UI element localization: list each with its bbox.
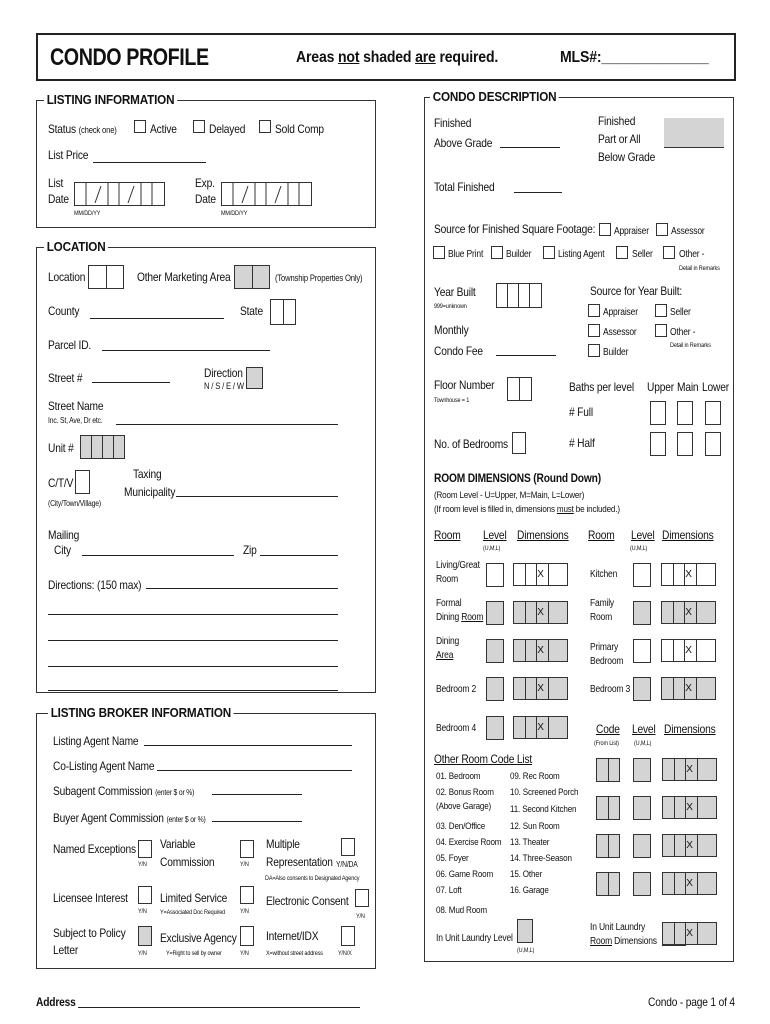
dims-x: X bbox=[537, 607, 544, 618]
laundry-level-note: (U,M,L) bbox=[517, 947, 535, 954]
street-number-field[interactable] bbox=[92, 382, 170, 383]
other-room-1-dims[interactable] bbox=[662, 758, 717, 781]
subject-policy-box[interactable] bbox=[138, 926, 152, 946]
county-label: County bbox=[48, 304, 80, 318]
sqft-builder-checkbox[interactable] bbox=[491, 246, 503, 259]
page-number: Condo - page 1 of 4 bbox=[648, 995, 735, 1009]
address-field[interactable] bbox=[78, 1007, 360, 1008]
level-col-note: (U,M,L) bbox=[483, 545, 501, 552]
half-main-box[interactable] bbox=[677, 432, 693, 456]
bedrooms-label: No. of Bedrooms bbox=[434, 437, 508, 451]
monthly-fee-field[interactable] bbox=[496, 355, 556, 356]
exclusive-agency-note: Y=Right to sell by owner bbox=[166, 950, 222, 957]
sqft-other-checkbox[interactable] bbox=[663, 246, 675, 259]
dims-x: X bbox=[686, 840, 693, 851]
code-col-header: Code bbox=[596, 722, 620, 736]
multiple-representation-box[interactable] bbox=[341, 838, 355, 856]
living-room-level[interactable] bbox=[486, 563, 504, 587]
variable-yn: Y/N bbox=[240, 861, 249, 868]
limited-service-note: Y=Associated Doc Required bbox=[160, 909, 226, 916]
active-checkbox[interactable] bbox=[134, 120, 146, 133]
room-code-item: 09. Rec Room bbox=[510, 771, 560, 782]
sqft-seller-checkbox[interactable] bbox=[616, 246, 628, 259]
other-room-4-dims[interactable] bbox=[662, 872, 717, 895]
room-code-item: 07. Loft bbox=[436, 885, 462, 896]
year-other-note: Detail in Remarks bbox=[670, 342, 711, 349]
dims-x: X bbox=[685, 683, 692, 694]
dims-x: X bbox=[686, 802, 693, 813]
other-room-3-level[interactable] bbox=[633, 834, 651, 858]
dims-col-header-3: Dimensions bbox=[664, 722, 716, 736]
source-sqft-label: Source for Finished Square Footage: bbox=[434, 222, 596, 236]
finished-above-field[interactable] bbox=[500, 147, 560, 148]
designated-agency-note: DA=Also consents to Designated Agency bbox=[265, 875, 360, 882]
dims-x: X bbox=[686, 878, 693, 889]
full-label: # Full bbox=[569, 405, 593, 419]
internet-idx-note: X=without street address bbox=[266, 950, 323, 957]
room-code-item: 05. Foyer bbox=[436, 853, 469, 864]
limited-service-box[interactable] bbox=[240, 886, 254, 904]
list-date-format: MM/DD/YY bbox=[74, 210, 101, 217]
other-room-2-dims[interactable] bbox=[662, 796, 717, 819]
floor-number-label: Floor Number bbox=[434, 378, 495, 392]
sqft-assessor-label: Assessor bbox=[671, 226, 705, 237]
named-exceptions-box[interactable] bbox=[138, 840, 152, 858]
other-room-1-code[interactable] bbox=[596, 758, 620, 782]
delayed-label: Delayed bbox=[209, 122, 246, 136]
exp-date-format: MM/DD/YY bbox=[221, 210, 248, 217]
subject-policy-label-1: Subject to Policy bbox=[53, 926, 126, 940]
location-label: Location bbox=[48, 270, 86, 284]
mailing-city-field[interactable] bbox=[82, 555, 234, 556]
variable-label-2: Commission bbox=[160, 855, 215, 869]
lower-label: Lower bbox=[702, 380, 729, 394]
co-listing-agent-field[interactable] bbox=[157, 770, 352, 771]
room-dims-note-2: (If room level is filled in, dimensions must be included.) bbox=[434, 504, 620, 515]
room-col-header: Room bbox=[434, 528, 461, 542]
kitchen-dims[interactable] bbox=[661, 563, 716, 586]
floor-number-field[interactable] bbox=[507, 377, 532, 401]
licensee-interest-box[interactable] bbox=[138, 886, 152, 904]
list-price-field[interactable] bbox=[93, 162, 206, 163]
co-listing-agent-label: Co-Listing Agent Name bbox=[53, 759, 155, 773]
primary-bedroom-label-1: Primary bbox=[590, 642, 619, 653]
sqft-other-label: Other - bbox=[679, 249, 705, 260]
active-label: Active bbox=[150, 122, 177, 136]
multiple-label-2: Representation bbox=[266, 855, 333, 869]
other-marketing-label: Other Marketing Area bbox=[137, 270, 231, 284]
exclusive-yn: Y/N bbox=[240, 950, 249, 957]
room-code-item: 12. Sun Room bbox=[510, 821, 560, 832]
delayed-checkbox[interactable] bbox=[193, 120, 205, 133]
parcel-field[interactable] bbox=[102, 350, 270, 351]
other-room-2-level[interactable] bbox=[633, 796, 651, 820]
room-code-item: 08. Mud Room bbox=[436, 905, 487, 916]
family-room-label-2: Room bbox=[590, 612, 612, 623]
kitchen-label: Kitchen bbox=[590, 569, 618, 580]
family-room-level[interactable] bbox=[633, 601, 651, 625]
unit-field[interactable] bbox=[80, 435, 125, 459]
bedroom-2-level[interactable] bbox=[486, 677, 504, 701]
sqft-appraiser-label: Appraiser bbox=[614, 226, 649, 237]
exp-date-label-1: Exp. bbox=[195, 176, 215, 190]
other-room-3-code[interactable] bbox=[596, 834, 620, 858]
mailing-label-2: City bbox=[54, 543, 71, 557]
room-code-list-title: Other Room Code List bbox=[434, 752, 533, 766]
sold-comp-checkbox[interactable] bbox=[259, 120, 271, 133]
level-col-note-2: (U,M,L) bbox=[630, 545, 648, 552]
parcel-label: Parcel ID. bbox=[48, 338, 92, 352]
living-room-dims[interactable] bbox=[513, 563, 568, 586]
township-note: (Township Properties Only) bbox=[275, 273, 363, 283]
exclusive-agency-label: Exclusive Agency bbox=[160, 931, 237, 945]
primary-bedroom-dims[interactable] bbox=[661, 639, 716, 662]
living-room-label-2: Room bbox=[436, 574, 458, 585]
licensee-yn: Y/N bbox=[138, 908, 147, 915]
ctv-note: (City/Town/Village) bbox=[48, 499, 101, 508]
taxing-label-2: Municipality bbox=[124, 485, 176, 499]
multiple-label-1: Multiple bbox=[266, 837, 300, 851]
page-title: CONDO PROFILE bbox=[50, 44, 209, 71]
level-col-note-3: (U,M,L) bbox=[634, 740, 652, 747]
ctv-field[interactable] bbox=[75, 470, 90, 494]
finished-below-label-1: Finished bbox=[598, 114, 636, 128]
living-room-label-1: Living/Great bbox=[436, 560, 480, 571]
upper-label: Upper bbox=[647, 380, 674, 394]
dining-area-label-2: Area bbox=[436, 650, 454, 661]
room-code-item: 11. Second Kitchen bbox=[510, 804, 577, 815]
dims-x: X bbox=[537, 722, 544, 733]
full-main-box[interactable] bbox=[677, 401, 693, 425]
sqft-appraiser-checkbox[interactable] bbox=[599, 223, 611, 236]
year-other-label: Other - bbox=[670, 327, 696, 338]
monthly-fee-label-2: Condo Fee bbox=[434, 344, 483, 358]
other-room-1-level[interactable] bbox=[633, 758, 651, 782]
level-col-header: Level bbox=[483, 528, 507, 542]
exp-date-label-2: Date bbox=[195, 192, 216, 206]
limited-service-label: Limited Service bbox=[160, 891, 228, 905]
multiple-ynda: Y/N/DA bbox=[336, 860, 358, 869]
sqft-blueprint-checkbox[interactable] bbox=[433, 246, 445, 259]
subject-policy-label-2: Letter bbox=[53, 943, 79, 957]
variable-commission-box[interactable] bbox=[240, 840, 254, 858]
formal-dining-label-1: Formal bbox=[436, 598, 462, 609]
directions-line-4[interactable] bbox=[48, 666, 338, 667]
buyer-agent-label: Buyer Agent Commission (enter $ or %) bbox=[53, 811, 206, 825]
laundry-dims-field[interactable] bbox=[662, 922, 717, 945]
finished-above-label-2: Above Grade bbox=[434, 136, 493, 150]
required-note: Areas not shaded are required. bbox=[296, 49, 499, 66]
dims-col-header: Dimensions bbox=[517, 528, 569, 542]
listing-agent-label: Listing Agent Name bbox=[53, 734, 139, 748]
status-label: Status (check one) bbox=[48, 122, 117, 136]
dims-x: X bbox=[685, 607, 692, 618]
year-appraiser-label: Appraiser bbox=[603, 307, 638, 318]
list-price-label: List Price bbox=[48, 148, 89, 162]
year-other-checkbox[interactable] bbox=[655, 324, 667, 337]
laundry-level-label: In Unit Laundry Level bbox=[436, 933, 513, 944]
sold-comp-label: Sold Comp bbox=[275, 122, 324, 136]
half-label: # Half bbox=[569, 436, 595, 450]
subagent-label: Subagent Commission (enter $ or %) bbox=[53, 784, 195, 798]
listing-agent-field[interactable] bbox=[144, 745, 352, 746]
mailing-label-1: Mailing bbox=[48, 528, 80, 542]
directions-line-3[interactable] bbox=[48, 640, 338, 641]
other-room-2-code[interactable] bbox=[596, 796, 620, 820]
primary-bedroom-label-2: Bedroom bbox=[590, 656, 624, 667]
year-built-note: 999=unknown bbox=[434, 303, 467, 310]
subagent-field[interactable] bbox=[212, 794, 302, 795]
dims-x: X bbox=[537, 569, 544, 580]
laundry-level-field[interactable] bbox=[517, 919, 533, 943]
finished-below-label-2: Part or All bbox=[598, 132, 641, 146]
year-built-field[interactable] bbox=[496, 283, 542, 308]
dims-x: X bbox=[537, 645, 544, 656]
bedroom-2-label: Bedroom 2 bbox=[436, 684, 477, 695]
header-box bbox=[36, 33, 736, 81]
internet-idx-label: Internet/IDX bbox=[266, 929, 319, 943]
internet-idx-box[interactable] bbox=[341, 926, 355, 946]
subject-yn: Y/N bbox=[138, 950, 147, 957]
other-room-4-code[interactable] bbox=[596, 872, 620, 896]
code-col-note: (From List) bbox=[594, 740, 619, 747]
dims-x: X bbox=[686, 928, 693, 939]
finished-below-field[interactable] bbox=[664, 118, 724, 148]
room-code-item: 04. Exercise Room bbox=[436, 837, 502, 848]
year-seller-checkbox[interactable] bbox=[655, 304, 667, 317]
directions-line-5[interactable] bbox=[48, 690, 338, 691]
room-code-item: 02. Bonus Room bbox=[436, 787, 494, 798]
room-code-item: 10. Screened Porch bbox=[510, 787, 579, 798]
direction-label: Direction bbox=[204, 366, 243, 380]
mls-field[interactable]: MLS#:______________ bbox=[560, 49, 709, 66]
unit-label: Unit # bbox=[48, 441, 74, 455]
electronic-consent-box[interactable] bbox=[355, 889, 369, 907]
dining-area-dims[interactable] bbox=[513, 639, 568, 662]
bedroom-2-dims[interactable] bbox=[513, 677, 568, 700]
street-number-label: Street # bbox=[48, 371, 83, 385]
year-builder-checkbox[interactable] bbox=[588, 344, 600, 357]
limited-yn: Y/N bbox=[240, 908, 249, 915]
direction-note: N / S / E / W bbox=[204, 381, 244, 391]
other-room-3-dims[interactable] bbox=[662, 834, 717, 857]
bedrooms-field[interactable] bbox=[512, 432, 526, 454]
licensee-interest-label: Licensee Interest bbox=[53, 891, 128, 905]
room-code-item: 01. Bedroom bbox=[436, 771, 481, 782]
taxing-label-1: Taxing bbox=[133, 467, 162, 481]
other-room-4-level[interactable] bbox=[633, 872, 651, 896]
exp-date-field[interactable] bbox=[221, 182, 312, 206]
street-name-field[interactable] bbox=[116, 424, 338, 425]
broker-title: LISTING BROKER INFORMATION bbox=[48, 705, 234, 720]
floor-number-note: Townhouse = 1 bbox=[434, 397, 470, 404]
dims-x: X bbox=[685, 569, 692, 580]
half-upper-box[interactable] bbox=[650, 432, 666, 456]
kitchen-level[interactable] bbox=[633, 563, 651, 587]
dims-x: X bbox=[686, 764, 693, 775]
sqft-builder-label: Builder bbox=[506, 249, 532, 260]
directions-label: Directions: (150 max) bbox=[48, 578, 142, 592]
finished-below-label-3: Below Grade bbox=[598, 150, 656, 164]
list-date-label-2: Date bbox=[48, 192, 69, 206]
family-room-label-1: Family bbox=[590, 598, 615, 609]
level-col-header-2: Level bbox=[631, 528, 655, 542]
baths-label: Baths per level bbox=[569, 380, 634, 394]
room-code-item: 14. Three-Season bbox=[510, 853, 572, 864]
sqft-blueprint-label: Blue Print bbox=[448, 249, 484, 260]
sqft-assessor-checkbox[interactable] bbox=[656, 223, 668, 236]
bedroom-4-level[interactable] bbox=[486, 716, 504, 740]
year-appraiser-checkbox[interactable] bbox=[588, 304, 600, 317]
bedroom-3-dims[interactable] bbox=[661, 677, 716, 700]
room-code-item: 13. Theater bbox=[510, 837, 550, 848]
location-field[interactable] bbox=[88, 265, 124, 289]
sqft-listing-agent-checkbox[interactable] bbox=[543, 246, 555, 259]
main-label: Main bbox=[677, 380, 699, 394]
monthly-fee-label-1: Monthly bbox=[434, 323, 469, 337]
total-finished-field[interactable] bbox=[514, 192, 562, 193]
directions-line-2[interactable] bbox=[48, 614, 338, 615]
family-room-dims[interactable] bbox=[661, 601, 716, 624]
zip-label: Zip bbox=[243, 543, 257, 557]
room-code-item: 06. Game Room bbox=[436, 869, 494, 880]
room-code-item: 15. Other bbox=[510, 869, 543, 880]
named-exceptions-yn: Y/N bbox=[138, 861, 147, 868]
electronic-consent-label: Electronic Consent bbox=[266, 894, 349, 908]
exclusive-agency-box[interactable] bbox=[240, 926, 254, 946]
formal-dining-dims[interactable] bbox=[513, 601, 568, 624]
room-dims-title: ROOM DIMENSIONS (Round Down) bbox=[434, 471, 601, 485]
dims-col-header-2: Dimensions bbox=[662, 528, 714, 542]
internet-ynx: Y/N/X bbox=[338, 950, 352, 957]
formal-dining-label-2: Dining Room bbox=[436, 612, 484, 623]
directions-line-1[interactable] bbox=[146, 588, 338, 589]
state-field[interactable] bbox=[270, 299, 296, 325]
bedroom-4-label: Bedroom 4 bbox=[436, 723, 477, 734]
county-field[interactable] bbox=[90, 318, 224, 319]
zip-field[interactable] bbox=[260, 555, 338, 556]
level-col-header-3: Level bbox=[632, 722, 656, 736]
room-code-item: (Above Garage) bbox=[436, 801, 492, 812]
state-label: State bbox=[240, 304, 263, 318]
room-code-item: 16. Garage bbox=[510, 885, 549, 896]
room-dims-note-1: (Room Level - U=Upper, M=Main, L=Lower) bbox=[434, 490, 585, 501]
variable-label-1: Variable bbox=[160, 837, 196, 851]
source-year-label: Source for Year Built: bbox=[590, 284, 683, 298]
named-exceptions-label: Named Exceptions bbox=[53, 842, 136, 856]
bedroom-3-level[interactable] bbox=[633, 677, 651, 701]
condo-title: CONDO DESCRIPTION bbox=[430, 89, 559, 104]
laundry-dims-label-2: Room Dimensions bbox=[590, 936, 657, 947]
street-name-note: Inc. St, Ave, Dr etc. bbox=[48, 416, 103, 425]
direction-field[interactable] bbox=[246, 367, 263, 389]
dining-area-level[interactable] bbox=[486, 639, 504, 663]
full-lower-box[interactable] bbox=[705, 401, 721, 425]
dims-x: X bbox=[537, 683, 544, 694]
finished-above-label-1: Finished bbox=[434, 116, 472, 130]
year-assessor-checkbox[interactable] bbox=[588, 324, 600, 337]
room-col-header-2: Room bbox=[588, 528, 615, 542]
year-built-label: Year Built bbox=[434, 285, 476, 299]
taxing-field[interactable] bbox=[176, 496, 338, 497]
listing-title: LISTING INFORMATION bbox=[44, 92, 177, 107]
year-assessor-label: Assessor bbox=[603, 327, 637, 338]
location-title: LOCATION bbox=[44, 239, 108, 254]
room-code-item: 03. Den/Office bbox=[436, 821, 486, 832]
ctv-label: C/T/V bbox=[48, 476, 74, 490]
other-marketing-field[interactable] bbox=[234, 265, 270, 289]
half-lower-box[interactable] bbox=[705, 432, 721, 456]
dining-area-label-1: Dining bbox=[436, 636, 460, 647]
year-builder-label: Builder bbox=[603, 347, 629, 358]
full-upper-box[interactable] bbox=[650, 401, 666, 425]
total-finished-label: Total Finished bbox=[434, 180, 495, 194]
formal-dining-level[interactable] bbox=[486, 601, 504, 625]
sqft-seller-label: Seller bbox=[632, 249, 653, 260]
primary-bedroom-level[interactable] bbox=[633, 639, 651, 663]
street-name-label: Street Name bbox=[48, 399, 104, 413]
sqft-listing-agent-label: Listing Agent bbox=[558, 249, 605, 260]
electronic-yn: Y/N bbox=[356, 913, 365, 920]
year-seller-label: Seller bbox=[670, 307, 691, 318]
buyer-agent-field[interactable] bbox=[212, 821, 302, 822]
dims-x: X bbox=[685, 645, 692, 656]
sqft-other-note: Detail in Remarks bbox=[679, 265, 720, 272]
address-label: Address bbox=[36, 995, 76, 1009]
bedroom-4-dims[interactable] bbox=[513, 716, 568, 739]
laundry-dims-label-1: In Unit Laundry bbox=[590, 922, 646, 933]
list-date-label-1: List bbox=[48, 176, 64, 190]
list-date-field[interactable] bbox=[74, 182, 165, 206]
bedroom-3-label: Bedroom 3 bbox=[590, 684, 631, 695]
listing-section bbox=[36, 100, 376, 228]
